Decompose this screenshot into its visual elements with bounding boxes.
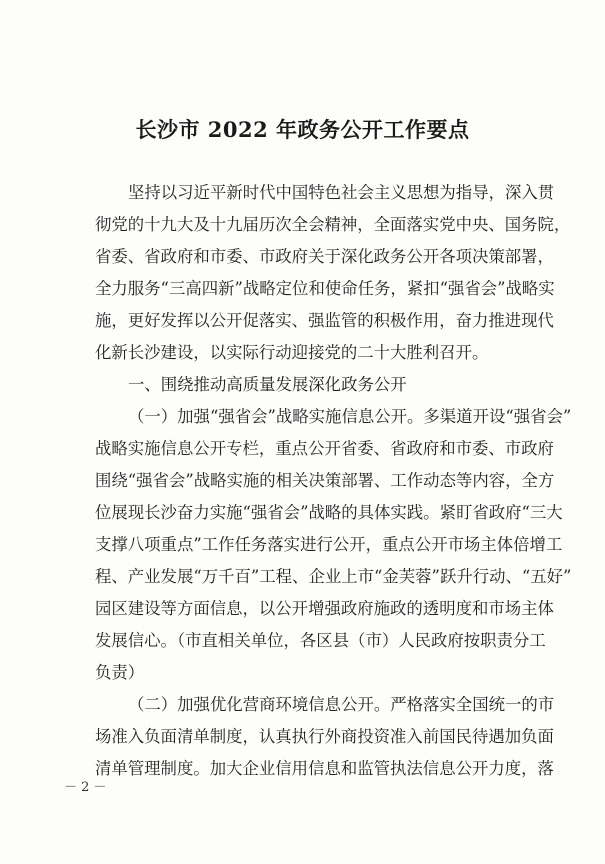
page-number: － 2 －: [64, 780, 107, 795]
document-title: 长沙市 2022 年政务公开工作要点: [135, 117, 470, 142]
paragraph-line: 程、产业发展“万千百”工程、企业上市“金芙蓉”跃升行动、“五好”: [95, 567, 572, 586]
paragraph-line: 负责）: [95, 663, 145, 682]
paragraph-line: 战略实施信息公开专栏，重点公开省委、省政府和市委、市政府: [95, 439, 554, 458]
paragraph-line: 园区建设等方面信息，以公开增强政府施政的透明度和市场主体: [95, 599, 554, 618]
paragraph-line: （一）加强“强省会”战略实施信息公开。多渠道开设“强省会”: [128, 407, 572, 426]
paragraph-line: 省委、省政府和市委、市政府关于深化政务公开各项决策部署，: [95, 247, 554, 266]
paragraph-line: 围绕“强省会”战略实施的相关决策部署、工作动态等内容，全方: [95, 471, 555, 490]
paragraph-line: 清单管理制度。加大企业信用信息和监管执法信息公开力度，落: [95, 759, 554, 778]
paragraph-line: 发展信心。（市直相关单位，各区县（市）人民政府按职责分工: [95, 631, 546, 650]
paragraph-line: （二）加强优化营商环境信息公开。严格落实全国统一的市: [128, 695, 555, 714]
paragraph-line: 全力服务“三高四新”战略定位和使命任务，紧扣“强省会”战略实: [95, 279, 555, 298]
section-heading: 一、围绕推动高质量发展深化政务公开: [128, 375, 407, 394]
paragraph-line: 场准入负面清单制度，认真执行外商投资准入前国民待遇加负面: [95, 727, 554, 746]
paragraph-line: 支撑八项重点”工作任务落实进行公开，重点公开市场主体倍增工: [95, 535, 563, 554]
paragraph-line: 彻党的十九大及十九届历次全会精神，全面落实党中央、国务院，: [95, 215, 571, 234]
paragraph-line: 位展现长沙奋力实施“强省会”战略的具体实践。紧盯省政府“三大: [95, 503, 563, 522]
paragraph-line: 化新长沙建设，以实际行动迎接党的二十大胜利召开。: [95, 343, 489, 362]
paragraph-line: 坚持以习近平新时代中国特色社会主义思想为指导，深入贯: [128, 183, 555, 202]
paragraph-line: 施，更好发挥以公开促落实、强监管的积极作用，奋力推进现代: [95, 311, 554, 330]
